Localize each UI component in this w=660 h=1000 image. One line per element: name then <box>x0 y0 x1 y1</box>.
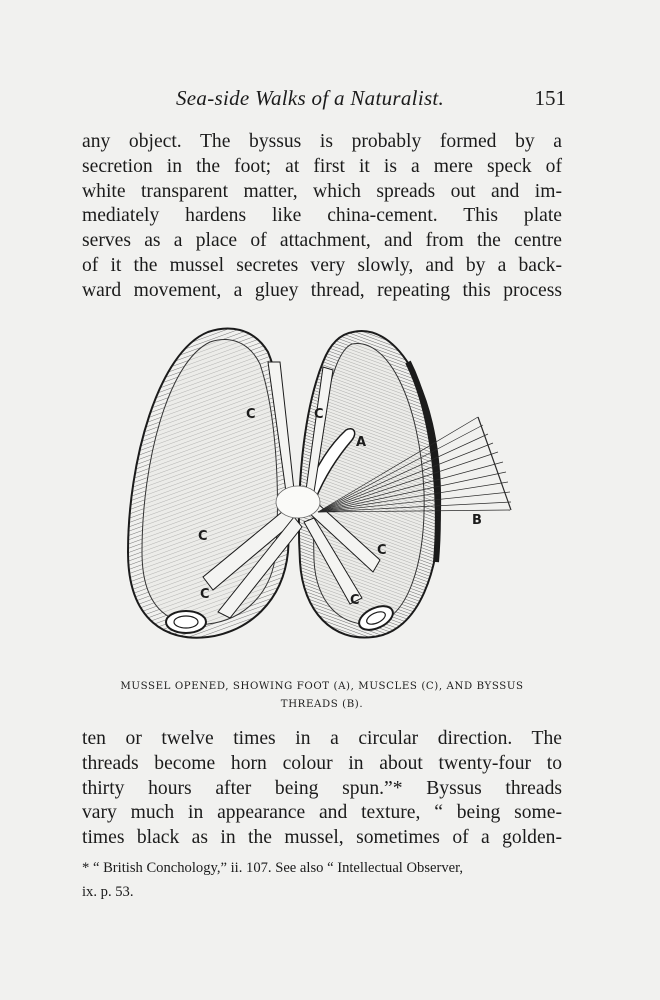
text-line: thirty hours after being spun.”* Byssus threads <box>82 777 562 799</box>
paragraph-top <box>82 130 562 304</box>
running-title: Sea-side Walks of a Naturalist. <box>176 86 445 110</box>
mussel-illustration <box>118 322 528 662</box>
text-line: ten or twelve times in a circular direction. The <box>82 728 562 749</box>
text-line: mediately hardens like china-cement. This plate <box>82 205 562 227</box>
text-line: secretion in the foot; at first it is a mere speck of <box>82 155 562 177</box>
text-line: serves as a place of attachment, and from the centre <box>82 230 562 252</box>
footnote-line: * “ British Conchology,” ii. 107. See also “ Intellectual Observer, <box>82 860 464 876</box>
caption-line: THREADS (B). <box>280 699 364 710</box>
text-line: white transparent matter, which spreads out and im- <box>82 180 562 202</box>
text-line: of it the mussel secretes very slowly, and by a back- <box>82 254 562 276</box>
figure-label-c: C <box>350 593 360 608</box>
figure-label-b: B <box>472 513 482 528</box>
page-number: 151 <box>534 86 566 110</box>
figure-caption <box>82 678 562 714</box>
mussel-body-center <box>276 486 320 518</box>
footnote <box>82 856 562 904</box>
figure-label-c: C <box>377 543 387 558</box>
text-line: times black as in the mussel, sometimes of a golden- <box>82 827 562 849</box>
text-line: any object. The byssus is probably formed by a <box>82 131 562 152</box>
figure-label-a: A <box>356 435 367 450</box>
caption-line: MUSSEL OPENED, SHOWING FOOT (A), MUSCLES (C), AND BYSSUS <box>120 681 524 692</box>
page-header <box>106 86 566 116</box>
figure-label-c: C <box>246 407 256 422</box>
text-line: ward movement, a gluey thread, repeating this process <box>82 279 562 301</box>
figure-label-c: C <box>200 587 210 602</box>
figure-label-c: C <box>198 529 208 544</box>
text-line: threads become horn colour in about twenty-four to <box>82 752 562 774</box>
figure-label-c: C <box>314 407 324 422</box>
footnote-line: ix. p. 53. <box>82 884 134 900</box>
text-line: vary much in appearance and texture, “ being some- <box>82 802 562 824</box>
paragraph-bottom <box>82 727 562 851</box>
